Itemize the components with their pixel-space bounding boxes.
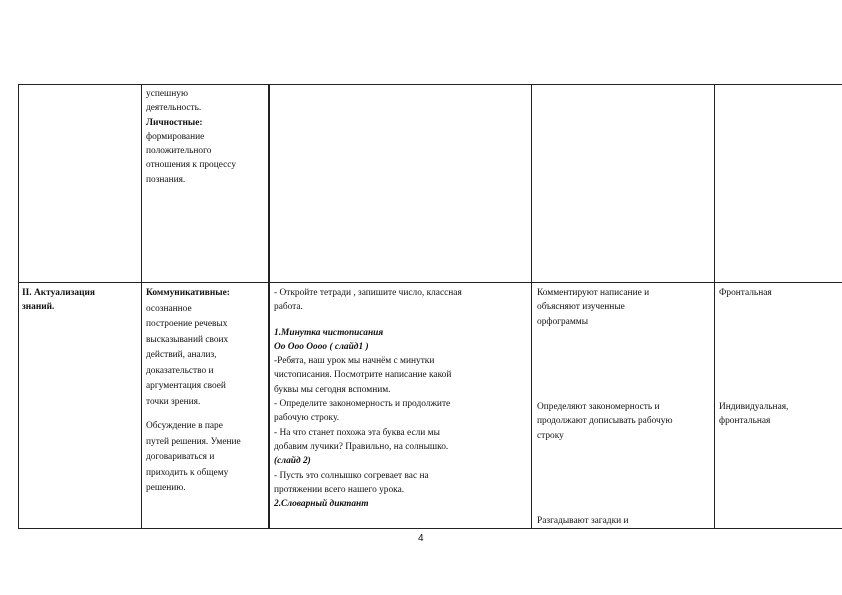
cell-text-line: добавим лучики? Правильно, на солнышко. (274, 441, 449, 452)
cell-text-line: протяжении всего нашего урока. (274, 484, 405, 495)
cell-text-line: орфограммы (537, 316, 588, 327)
dictation-section-title: 2.Словарный диктант (274, 499, 369, 510)
cell-text-line: построение речевых (146, 319, 228, 329)
cell-text-line: формирование (146, 131, 205, 142)
cell-text-line: высказываний своих (146, 334, 229, 345)
cell-text-line: положительного (146, 146, 212, 157)
cell-text-line: аргументация своей (146, 381, 226, 391)
penmanship-section-title: 1.Минутка чистописания (274, 327, 384, 338)
lesson-stage-cell (22, 286, 95, 315)
cell-text-line: буквы мы сегодня вспомним. (274, 384, 391, 395)
cell-text-line: Фронтальная (719, 288, 772, 298)
cell-text-line: фронтальная (719, 416, 771, 427)
row2-competence-cell (146, 286, 241, 497)
cell-text-line: путей решения. Умение (146, 436, 241, 447)
cell-text-line: доказательство и (146, 365, 214, 376)
teacher-activity-cell (274, 286, 462, 511)
penmanship-letters: Оо Ооо Оооо ( слайд1 ) (274, 341, 369, 352)
cell-text-line: Комментируют написание и (537, 288, 650, 298)
cell-text-line: Разгадывают загадки и (537, 516, 629, 526)
cell-text-line: - На что станет похожа эта буква если мы (274, 427, 440, 438)
table-column-divider (268, 84, 270, 529)
cell-text-line: Определяют закономерность и (537, 402, 660, 412)
cell-text-line: рабочую строку. (274, 413, 340, 424)
page-number: 4 (418, 533, 424, 544)
stage-title-line: знаний. (22, 302, 55, 313)
cell-text-line: - Пусть это солнышко согревает вас на (274, 470, 429, 481)
cell-text-line: - Откройте тетради , запишите число, классная (274, 288, 462, 298)
cell-text-line: Обсуждение в паре (146, 421, 223, 431)
cell-text-line: успешную (146, 89, 188, 99)
table-column-divider (531, 84, 532, 529)
table-left-border (18, 84, 19, 529)
cell-text-line: отношения к процессу (146, 160, 237, 171)
stage-title-line: II. Актуализация (22, 288, 95, 298)
cell-text-line: Индивидуальная, (719, 402, 789, 412)
cell-text-line: чистописания. Посмотрите написание какой (274, 370, 452, 381)
cell-text-line: работа. (274, 302, 303, 313)
student-activity-block (537, 400, 672, 443)
cell-text-line: точки зрения. (146, 396, 201, 407)
cell-text-line: познания. (146, 174, 186, 185)
personal-skills-heading: Личностные: (146, 117, 203, 128)
cell-text-line: договариваться и (146, 452, 215, 462)
cell-text-line: продолжают дописывать рабочую (537, 416, 673, 427)
slide-reference: (слайд 2) (274, 456, 311, 467)
cell-text-line: - Определите закономерность и продолжите (274, 399, 451, 410)
cell-text-line: объясняют изученные (537, 302, 625, 313)
cell-text-line: действий, анализ, (146, 350, 217, 360)
cell-text-line: осознанное (146, 303, 192, 314)
table-column-divider (141, 84, 142, 529)
cell-text-line: деятельность. (146, 103, 202, 114)
student-activity-block (537, 286, 649, 329)
work-form-block (719, 286, 772, 300)
table-column-divider (714, 84, 715, 529)
cell-text-line: решению. (146, 483, 186, 493)
communicative-skills-heading: Коммуникативные: (146, 288, 230, 298)
student-activity-block (537, 514, 629, 528)
cell-text-line: строку (537, 430, 564, 441)
cell-text-line: приходить к общему (146, 467, 229, 478)
row1-competence-cell (146, 87, 236, 187)
cell-text-line: -Ребята, наш урок мы начнём с минутки (274, 356, 435, 367)
work-form-block (719, 400, 788, 429)
